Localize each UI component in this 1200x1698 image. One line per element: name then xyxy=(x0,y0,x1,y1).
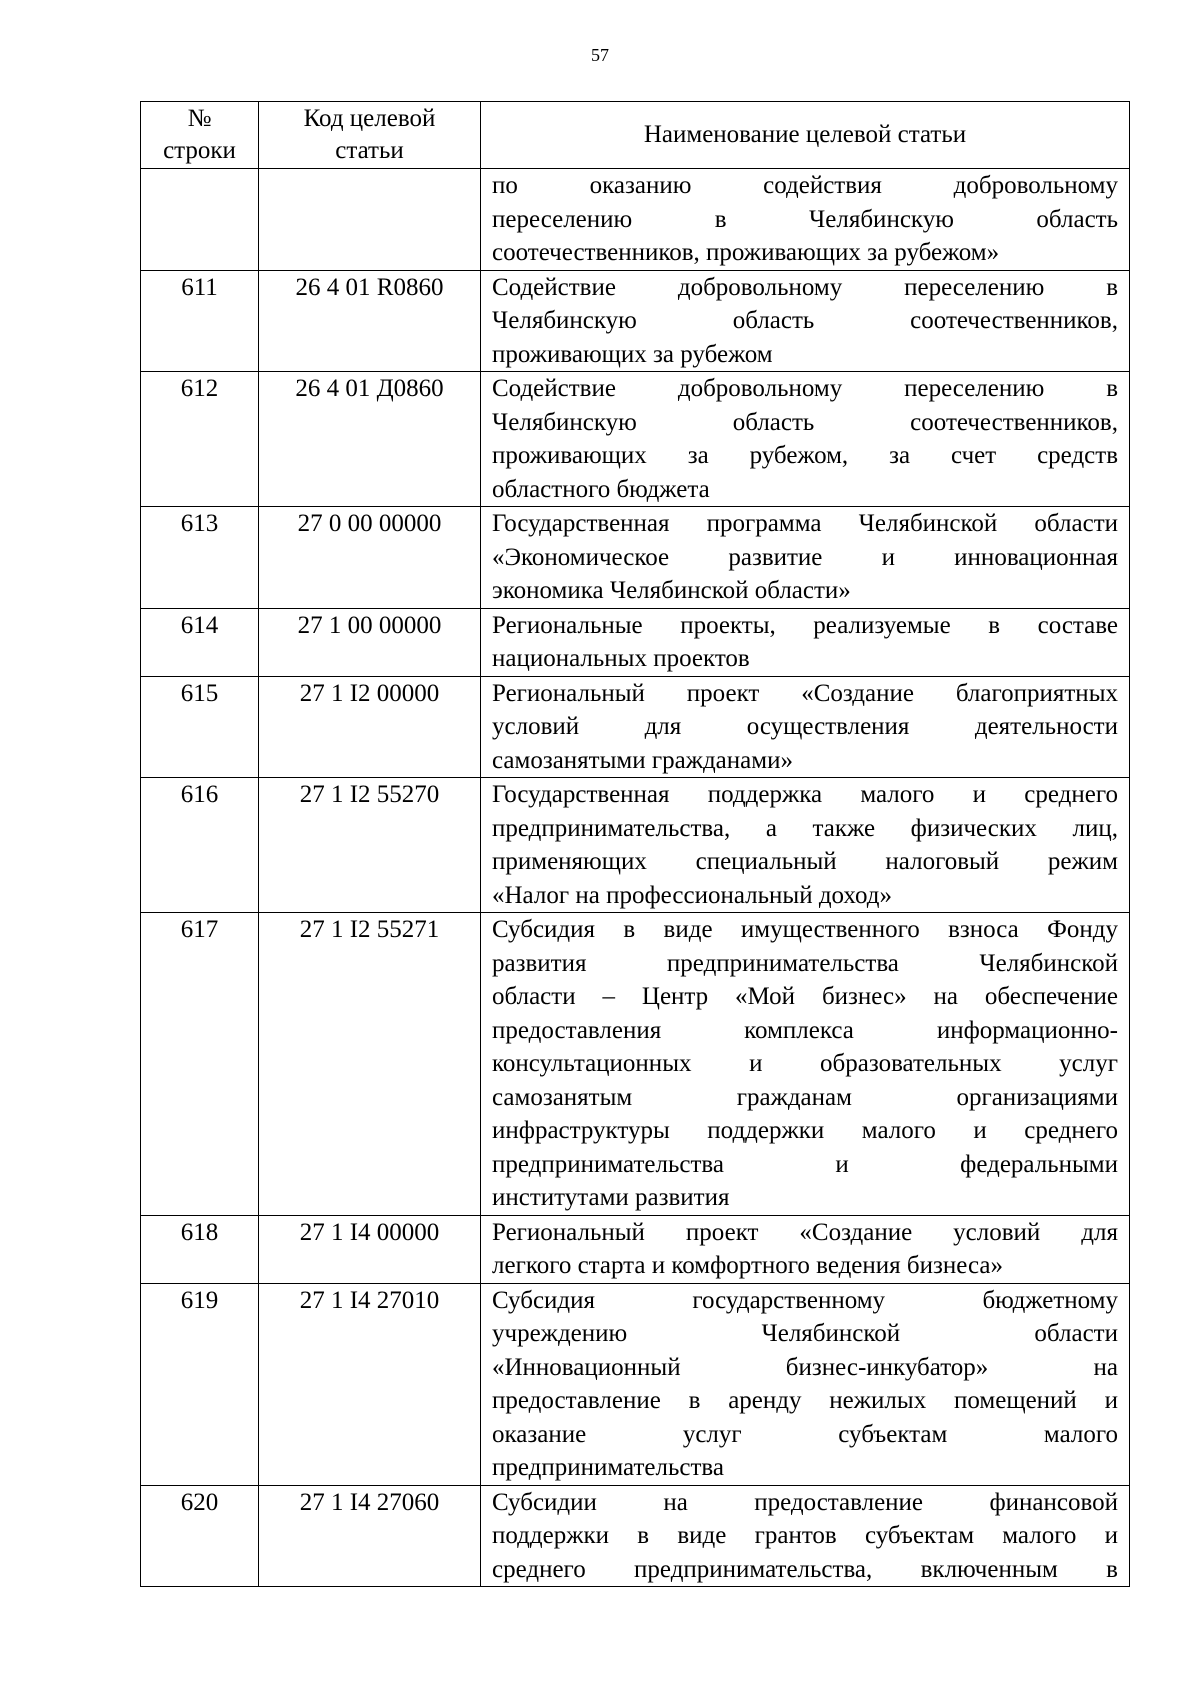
row-number-cell: 612 xyxy=(141,372,259,507)
article-code-cell xyxy=(259,169,481,271)
table-row xyxy=(141,676,1130,778)
article-name-line: Субсидия в виде имущественного взноса Фонду xyxy=(492,916,1118,943)
table-row xyxy=(141,1485,1130,1587)
article-name-line: проживающих за рубежом xyxy=(492,340,773,368)
article-code-cell: 27 1 I2 00000 xyxy=(259,676,481,778)
article-name-line: легкого старта и комфортного ведения бизнеса» xyxy=(492,1252,1003,1279)
article-name-line: Государственная программа Челябинской области xyxy=(492,510,1118,537)
article-name-line: инфраструктуры поддержки малого и среднего xyxy=(492,1117,1118,1144)
article-name-line: Субсидии на предоставление финансовой xyxy=(492,1488,1118,1516)
header-article-code-line2: статьи xyxy=(335,137,404,164)
table-row xyxy=(141,913,1130,1216)
table-row xyxy=(141,1283,1130,1485)
row-number-cell: 614 xyxy=(141,608,259,676)
article-name-line: «Инновационный бизнес-инкубатор» на xyxy=(492,1353,1118,1381)
article-name-line: «Налог на профессиональный доход» xyxy=(492,881,892,909)
table-row xyxy=(141,169,1130,271)
table-row xyxy=(141,608,1130,676)
article-code-cell: 27 1 I4 00000 xyxy=(259,1215,481,1283)
page-number: 57 xyxy=(591,45,609,65)
row-number-cell: 611 xyxy=(141,270,259,372)
article-name-cell xyxy=(481,913,1130,1216)
article-name-line: учреждению Челябинской области xyxy=(492,1320,1118,1347)
article-name-line: по оказанию содействия добровольному xyxy=(492,172,1118,199)
row-number-cell xyxy=(141,169,259,271)
article-name-cell xyxy=(481,270,1130,372)
article-code-cell: 26 4 01 R0860 xyxy=(259,270,481,372)
table-row xyxy=(141,778,1130,913)
article-name-cell xyxy=(481,778,1130,913)
article-name-line: Содействие добровольному переселению в xyxy=(492,375,1118,402)
article-name-line: «Экономическое развитие и инновационная xyxy=(492,543,1118,571)
article-name-line: предпринимательства и федеральными xyxy=(492,1150,1118,1178)
article-name-cell xyxy=(481,1215,1130,1283)
article-name-cell xyxy=(481,608,1130,676)
row-number-cell: 618 xyxy=(141,1215,259,1283)
target-articles-table xyxy=(140,101,1130,1587)
article-name-line: предпринимательства, а также физических лиц, xyxy=(492,814,1118,842)
article-name-line: предоставления комплекса информационно- xyxy=(492,1016,1118,1044)
article-name-line: соотечественников, проживающих за рубежом» xyxy=(492,239,1000,266)
table-row xyxy=(141,1215,1130,1283)
article-name-line: применяющих специальный налоговый режим xyxy=(492,848,1118,875)
article-name-cell xyxy=(481,372,1130,507)
article-code-cell: 27 1 I4 27060 xyxy=(259,1485,481,1587)
article-name-line: Региональный проект «Создание благоприятных xyxy=(492,679,1118,707)
article-code-cell: 27 1 I2 55271 xyxy=(259,913,481,1216)
article-name-line: самозанятыми гражданами» xyxy=(492,746,793,774)
article-name-line: Региональный проект «Создание условий для xyxy=(492,1218,1118,1246)
table-row xyxy=(141,507,1130,609)
article-name-line: проживающих за рубежом, за счет средств xyxy=(492,442,1118,469)
header-row-number-line1: № xyxy=(187,105,212,132)
article-code-cell: 26 4 01 Д0860 xyxy=(259,372,481,507)
row-number-cell: 617 xyxy=(141,913,259,1216)
row-number-cell: 615 xyxy=(141,676,259,778)
article-name-line: областного бюджета xyxy=(492,475,710,503)
article-name-line: самозанятым гражданам организациями xyxy=(492,1083,1118,1111)
article-name-line: поддержки в виде грантов субъектам малого и xyxy=(492,1522,1118,1549)
article-name-line: институтами развития xyxy=(492,1184,730,1211)
row-number-cell: 613 xyxy=(141,507,259,609)
article-name-line: Субсидия государственному бюджетному xyxy=(492,1286,1118,1314)
row-number-cell: 616 xyxy=(141,778,259,913)
table-header-row xyxy=(141,102,1130,169)
article-name-line: развития предпринимательства Челябинской xyxy=(492,949,1118,977)
table-row xyxy=(141,270,1130,372)
article-name-line: Челябинскую область соотечественников, xyxy=(492,408,1118,436)
header-article-name: Наименование целевой статьи xyxy=(481,102,1130,169)
article-name-line: Челябинскую область соотечественников, xyxy=(492,307,1118,334)
article-name-line: экономика Челябинской области» xyxy=(492,577,851,604)
article-code-cell: 27 1 00 00000 xyxy=(259,608,481,676)
row-number-cell: 620 xyxy=(141,1485,259,1587)
article-name-line: консультационных и образовательных услуг xyxy=(492,1050,1118,1077)
header-row-number xyxy=(141,102,259,169)
article-code-cell: 27 0 00 00000 xyxy=(259,507,481,609)
article-name-line: переселению в Челябинскую область xyxy=(492,205,1118,233)
article-name-line: предпринимательства xyxy=(492,1454,724,1481)
article-code-cell: 27 1 I2 55270 xyxy=(259,778,481,913)
header-article-code-line1: Код целевой xyxy=(303,105,436,132)
header-article-code xyxy=(259,102,481,169)
table-body xyxy=(141,169,1130,1587)
article-name-line: условий для осуществления деятельности xyxy=(492,713,1118,740)
article-code-cell: 27 1 I4 27010 xyxy=(259,1283,481,1485)
header-row-number-line2: строки xyxy=(163,137,236,164)
article-name-cell xyxy=(481,1283,1130,1485)
article-name-line: среднего предпринимательства, включенным в xyxy=(492,1555,1118,1583)
article-name-cell xyxy=(481,507,1130,609)
article-name-line: оказание услуг субъектам малого xyxy=(492,1420,1118,1448)
article-name-cell xyxy=(481,676,1130,778)
article-name-cell xyxy=(481,169,1130,271)
article-name-line: Региональные проекты, реализуемые в составе xyxy=(492,611,1118,639)
article-name-cell xyxy=(481,1485,1130,1587)
article-name-line: национальных проектов xyxy=(492,645,750,672)
row-number-cell: 619 xyxy=(141,1283,259,1485)
article-name-line: предоставление в аренду нежилых помещений и xyxy=(492,1387,1118,1414)
article-name-line: Государственная поддержка малого и среднего xyxy=(492,781,1118,808)
article-name-line: области – Центр «Мой бизнес» на обеспечение xyxy=(492,983,1118,1010)
article-name-line: Содействие добровольному переселению в xyxy=(492,273,1118,301)
table-row xyxy=(141,372,1130,507)
